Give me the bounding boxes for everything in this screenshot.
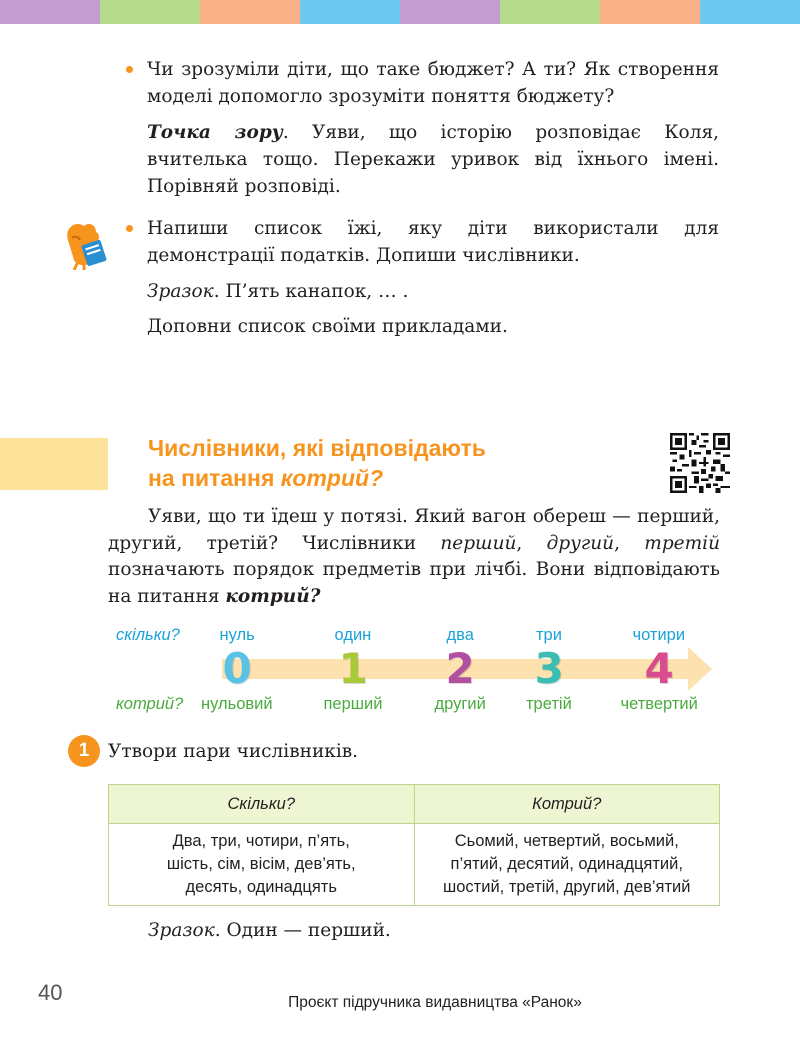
color-stripe <box>100 0 200 24</box>
viewpoint-task: Точка зору. Уяви, що історію розповідає Коля, вчителька тощо. Перекажи уривок від їхнього імені. Порівняй розповіді. <box>147 122 719 197</box>
question-which: котрий? <box>116 695 184 713</box>
cardinal-label: один <box>334 626 372 644</box>
column-header-how-many: Скільки? <box>109 785 415 824</box>
section-title: Числівники, які відповідають на питання котрий? <box>148 435 486 491</box>
digit-character: 0 <box>222 644 252 693</box>
color-stripe <box>600 0 700 24</box>
question-how-many: скільки? <box>116 626 180 644</box>
color-stripe <box>0 0 100 24</box>
publisher-footer: Проєкт підручника видавництва «Ранок» <box>288 994 582 1011</box>
cardinal-numerals-cell: Два, три, чотири, п’ять, шість, сім, вісім, дев’ять, десять, одинадцять <box>109 824 415 906</box>
task-instruction: Утвори пари числівників. <box>108 741 359 762</box>
sample-label: Зразок <box>147 281 214 302</box>
section-marker <box>0 438 108 490</box>
qr-code[interactable] <box>670 433 730 493</box>
digit-character: 2 <box>445 644 475 693</box>
sample-line: Зразок. П’ять канапок, … . <box>147 281 409 302</box>
bullet-dot <box>126 225 133 232</box>
cardinal-label: три <box>536 626 562 644</box>
color-stripe <box>300 0 400 24</box>
column-header-which: Котрий? <box>414 785 720 824</box>
color-stripe <box>700 0 800 24</box>
ordinal-intro-paragraph: Уяви, що ти їдеш у потязі. Який вагон обереш — перший, другий, третій? Числівники перший, другий, третій позначають порядок предметів при лічбі. Вони відповідають на питання котрий? <box>108 506 721 607</box>
extra-task: Доповни список своїми прикладами. <box>147 316 508 337</box>
ordinal-label: четвертий <box>620 695 698 713</box>
color-stripe <box>400 0 500 24</box>
page-number: 40 <box>38 980 63 1005</box>
task-sample: Зразок. Один — перший. <box>148 920 391 941</box>
digit-character: 3 <box>534 644 564 693</box>
ordinal-label: нульовий <box>201 695 273 713</box>
ordinal-label: перший <box>323 695 383 713</box>
ordinal-numerals-cell: Сьомий, четвертий, восьмий, п’ятий, десятий, одинадцятий, шостий, третій, другий, дев’ятий <box>414 824 720 906</box>
cardinal-label: чотири <box>632 626 686 644</box>
digit-character: 1 <box>338 644 368 693</box>
color-stripe <box>200 0 300 24</box>
budget-question: Чи зрозуміли діти, що таке бюджет? А ти? Як створення моделі допомогло зрозуміти поняття бюджету? <box>147 59 719 107</box>
color-stripe <box>500 0 600 24</box>
writing-task-icon <box>58 218 108 270</box>
number-line <box>0 620 800 720</box>
top-color-bar <box>0 0 800 24</box>
viewpoint-label: Точка зору <box>147 122 283 143</box>
ordinal-label: третій <box>526 695 572 713</box>
task-number-badge: 1 <box>68 735 100 767</box>
numerals-table <box>108 784 720 906</box>
food-list-task: Напиши список їжі, яку діти використали для демонстрації податків. Допиши числівники. <box>147 218 719 266</box>
bullet-dot <box>126 66 133 73</box>
cardinal-label: два <box>446 626 474 644</box>
cardinal-label: нуль <box>219 626 255 644</box>
digit-character: 4 <box>644 644 674 693</box>
ordinal-label: другий <box>434 695 486 713</box>
